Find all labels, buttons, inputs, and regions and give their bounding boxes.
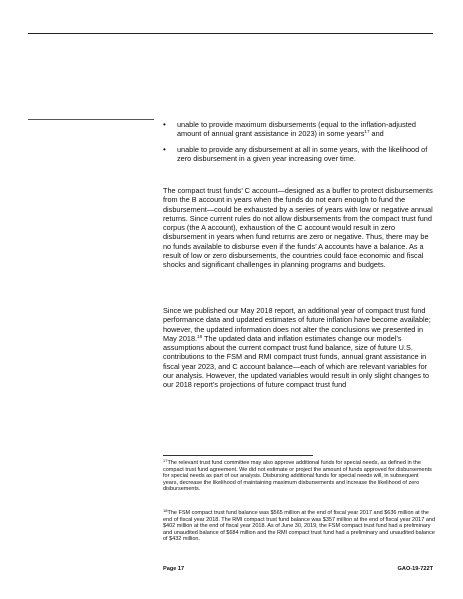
footnote-number: 18 xyxy=(163,508,168,513)
margin-rule xyxy=(28,119,154,120)
paragraph-updated-data xyxy=(163,306,435,390)
bullet-item xyxy=(163,120,435,139)
report-number: GAO-19-722T xyxy=(397,566,433,572)
footnote-number: 17 xyxy=(163,458,168,463)
paragraph-c-account: The compact trust funds’ C account—designed as a buffer to protect disbursements from the B account in years when the funds do not earn enough to fund the disbursement—could be exhausted by a series of years with low or negative annual returns. Since current rules do not allow disbursements from the compact trust fund corpus (the A account), exhaustion of the C account would result in zero disbursement in years when fund returns are zero or negative. Thus, there may be no funds available to disburse even if the funds’ A accounts have a balance. As a result of low or zero disbursements, the countries could face economic and fiscal shocks and significant challenges in planning programs and budgets. xyxy=(163,186,433,270)
footnote-17 xyxy=(163,460,435,493)
paragraph-text: Since we published our May 2018 report, an additional year of compact trust fund performance data and updated estimates of future inflation have become available; however, the updated information does not alter the conclusions we presented in May 2018. xyxy=(163,306,431,343)
bullet-tail: and xyxy=(369,129,384,139)
bullet-icon: • xyxy=(163,120,166,129)
page-number: Page 17 xyxy=(163,566,185,572)
footnote-18 xyxy=(163,510,435,543)
paragraph-text: The updated data and inflation estimates change our model’s assumptions about the current compact trust fund balance, size of future U.S. contributions to the FSM and RMI compact trust funds, annual grant assistance in fiscal year 2023, and C account balance—each of which are relevant variables for our analysis. However, the updated variables would result in only slight changes to our 2018 report’s projections of future compact trust fund xyxy=(163,333,430,390)
footnote-ref[interactable]: 18 xyxy=(197,333,203,339)
bullet-icon: • xyxy=(163,144,166,154)
bullet-list xyxy=(163,120,435,169)
footnote-text: The FSM compact trust fund balance was $565 million at the end of fiscal year 2017 and $636 million at the end of fiscal year 2018. The RMI compact trust fund balance was $357 million at the end of fiscal year 2017 and $402 million at the end of fiscal year 2018. As of June 30, 2019, the FSM compact trust fund had a preliminary and unaudited balance of $684 million and the RMI compact trust fund had a preliminary and unaudited balance of $432 million. xyxy=(163,510,436,543)
footnote-text: The relevant trust fund committee may also approve additional funds for special needs, as defined in the compact trust fund agreement. We did not estimate or project the amount of funds approved for disbursements for special needs as part of our analysis. Disbursing additional funds for special needs will, in subsequent years, decrease the likelihood of maintaining maximum disbursements and increase the likelihood of zero disbursements. xyxy=(163,460,432,493)
header-rule xyxy=(28,33,433,34)
footnote-ref[interactable]: 17 xyxy=(364,129,370,135)
bullet-text: unable to provide maximum disbursements (equal to the inflation-adjusted amount of annual grant assistance in 2023) in some years xyxy=(177,120,416,139)
bullet-text: unable to provide any disbursement at all in some years, with the likelihood of zero disbursement in a given year increasing over time. xyxy=(177,144,428,163)
footnote-separator xyxy=(163,455,313,456)
bullet-item xyxy=(163,145,435,164)
